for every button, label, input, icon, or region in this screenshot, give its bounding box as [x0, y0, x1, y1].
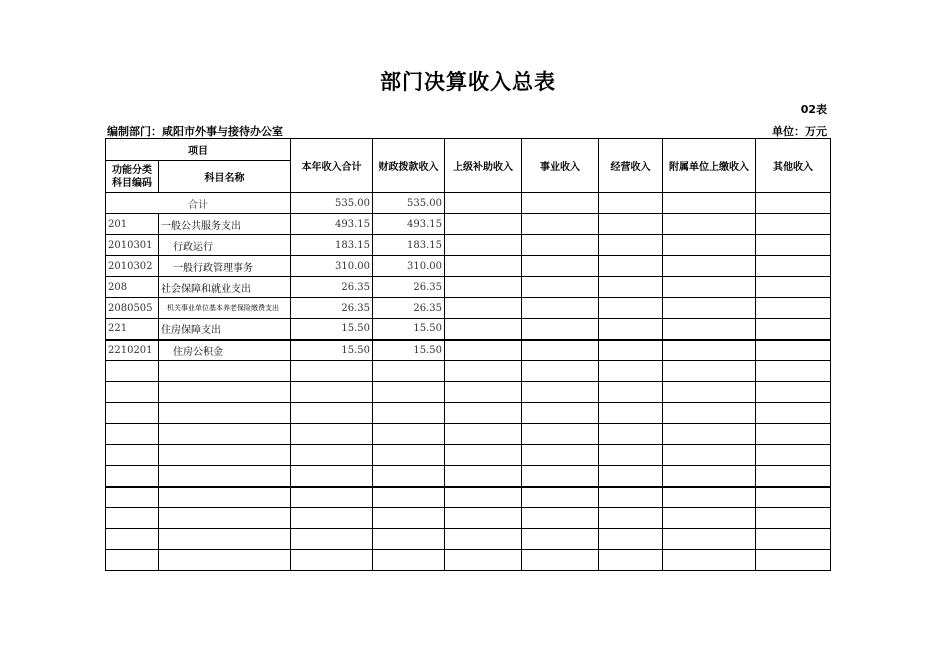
header-fiscal: 财政拨款收入 — [373, 139, 445, 193]
empty-row — [106, 445, 831, 466]
total-fiscal: 535.00 — [373, 193, 445, 214]
unit-label: 单位：万元 — [772, 125, 827, 138]
table-row — [106, 235, 831, 256]
empty-row — [106, 424, 831, 445]
row-code: 201 — [106, 214, 159, 235]
row-total: 26.35 — [291, 298, 373, 319]
header-business: 事业收入 — [522, 139, 599, 193]
total-label: 合计 — [106, 193, 291, 214]
row-name: 一般公共服务支出 — [159, 214, 291, 235]
total-row — [106, 193, 831, 214]
row-fiscal: 310.00 — [373, 256, 445, 277]
row-name: 住房保障支出 — [159, 319, 291, 340]
department-label: 编制部门：咸阳市外事与接待办公室 — [107, 125, 283, 138]
page-title: 部门决算收入总表 — [380, 70, 556, 94]
form-code: 02表 — [800, 103, 827, 116]
empty-row — [106, 361, 831, 382]
empty-row — [106, 508, 831, 529]
row-code: 2010302 — [106, 256, 159, 277]
row-total: 26.35 — [291, 277, 373, 298]
empty-row — [106, 529, 831, 550]
income-summary-table — [105, 138, 831, 571]
row-fiscal: 15.50 — [373, 340, 445, 361]
table-row — [106, 340, 831, 361]
row-fiscal: 26.35 — [373, 298, 445, 319]
row-name: 住房公积金 — [159, 340, 291, 361]
header-subject-name: 科目名称 — [159, 161, 291, 193]
row-name: 机关事业单位基本养老保险缴费支出 — [159, 298, 291, 319]
row-code: 221 — [106, 319, 159, 340]
header-total: 本年收入合计 — [291, 139, 373, 193]
table-row — [106, 256, 831, 277]
empty-row — [106, 487, 831, 508]
row-fiscal: 183.15 — [373, 235, 445, 256]
row-name: 行政运行 — [159, 235, 291, 256]
header-other: 其他收入 — [756, 139, 831, 193]
empty-row — [106, 466, 831, 487]
table-row — [106, 298, 831, 319]
table-row — [106, 277, 831, 298]
row-code: 208 — [106, 277, 159, 298]
row-total: 15.50 — [291, 319, 373, 340]
header-affiliated: 附属单位上缴收入 — [663, 139, 756, 193]
header-code: 功能分类 科目编码 — [106, 161, 159, 193]
row-code: 2010301 — [106, 235, 159, 256]
table-row — [106, 319, 831, 340]
header-superior-subsidy: 上级补助收入 — [445, 139, 522, 193]
empty-row — [106, 550, 831, 571]
row-total: 493.15 — [291, 214, 373, 235]
row-fiscal: 26.35 — [373, 277, 445, 298]
row-name: 社会保障和就业支出 — [159, 277, 291, 298]
row-total: 183.15 — [291, 235, 373, 256]
total-amount: 535.00 — [291, 193, 373, 214]
empty-row — [106, 382, 831, 403]
row-total: 15.50 — [291, 340, 373, 361]
row-fiscal: 493.15 — [373, 214, 445, 235]
empty-row — [106, 403, 831, 424]
row-name: 一般行政管理事务 — [159, 256, 291, 277]
header-operating: 经营收入 — [599, 139, 663, 193]
row-total: 310.00 — [291, 256, 373, 277]
table-row — [106, 214, 831, 235]
header-project: 项目 — [106, 139, 291, 161]
row-fiscal: 15.50 — [373, 319, 445, 340]
row-code: 2210201 — [106, 340, 159, 361]
row-code: 2080505 — [106, 298, 159, 319]
